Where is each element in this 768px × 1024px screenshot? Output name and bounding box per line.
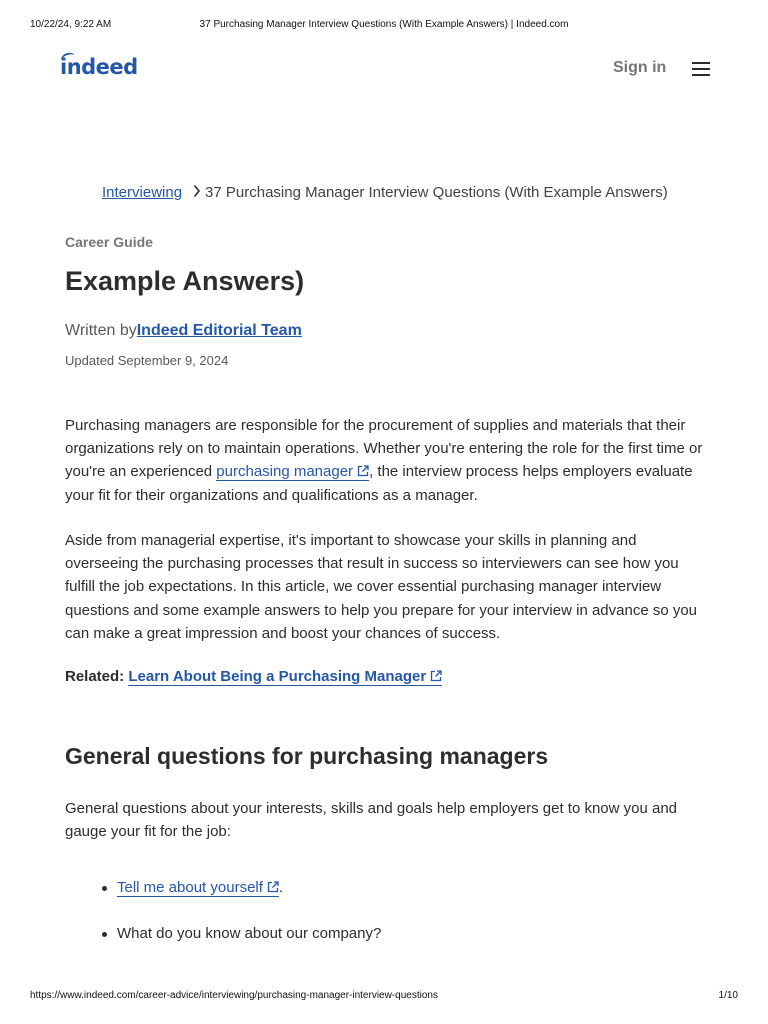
print-page-number: 1/10 xyxy=(718,990,738,1001)
question-link-text: Tell me about yourself xyxy=(117,879,263,896)
tell-me-about-yourself-link[interactable] xyxy=(117,879,279,897)
external-link-icon xyxy=(267,881,279,893)
external-link-icon xyxy=(357,465,369,477)
chevron-right-icon xyxy=(193,184,201,198)
question-list xyxy=(65,876,707,968)
body-paragraph: Aside from managerial expertise, it's important to showcase your skills in planning and overseeing the purchasing processes that result in success so interviewers can see how you fulfill the job expectations. In this article, we cover essential purchasing manager interview questions and some example answers to help you prepare for your interview in advance so you can make a great impression and boost your chances of success. xyxy=(65,532,698,642)
question-suffix: . xyxy=(278,879,284,896)
sign-in-link[interactable]: Sign in xyxy=(613,59,667,76)
byline xyxy=(65,322,302,340)
indeed-logo[interactable] xyxy=(60,55,138,83)
print-header xyxy=(30,19,738,33)
byline-prefix: Written by xyxy=(65,322,137,339)
list-item xyxy=(117,876,707,899)
section-intro-paragraph: General questions about your interests, skills and goals help employers get to know you and gauge your fit for the job: xyxy=(65,800,678,841)
page-title: Example Answers) xyxy=(65,266,305,296)
category-label: Career Guide xyxy=(65,234,153,250)
updated-date: Updated September 9, 2024 xyxy=(65,353,229,368)
related-article-link-text: Learn About Being a Purchasing Manager xyxy=(128,668,427,685)
print-url: https://www.indeed.com/career-advice/interviewing/purchasing-manager-interview-questions xyxy=(30,990,438,1001)
intro-paragraph xyxy=(65,414,705,507)
hamburger-menu-icon[interactable] xyxy=(692,62,710,76)
logo-text: indeed xyxy=(60,55,138,79)
print-datetime: 10/22/24, 9:22 AM xyxy=(30,19,112,30)
section-heading: General questions for purchasing managers xyxy=(65,743,549,769)
print-title: 37 Purchasing Manager Interview Questions (With Example Answers) | Indeed.com xyxy=(199,19,569,30)
related-link-row xyxy=(65,668,705,685)
intro-text-before: Purchasing managers are responsible for the procurement of supplies and materials that their organizations rely on to maintain operations. Whether you're entering the role for the first time or you're an experienced xyxy=(65,417,703,481)
intro-text-after: , the interview process helps employers evaluate your fit for their organizations and qualifications as a manager. xyxy=(65,463,693,504)
related-article-link[interactable] xyxy=(128,668,442,686)
purchasing-manager-link-text: purchasing manager xyxy=(216,463,354,481)
author-link[interactable]: Indeed Editorial Team xyxy=(136,322,302,339)
external-link-icon xyxy=(430,670,442,682)
purchasing-manager-link[interactable] xyxy=(216,463,369,481)
breadcrumb-current: 37 Purchasing Manager Interview Questions (With Example Answers) xyxy=(205,184,668,201)
list-item: What do you know about our company? xyxy=(117,922,707,945)
breadcrumb xyxy=(102,184,668,201)
related-label: Related: xyxy=(65,668,125,685)
breadcrumb-interviewing-link[interactable]: Interviewing xyxy=(102,184,183,201)
print-footer xyxy=(30,990,738,1004)
